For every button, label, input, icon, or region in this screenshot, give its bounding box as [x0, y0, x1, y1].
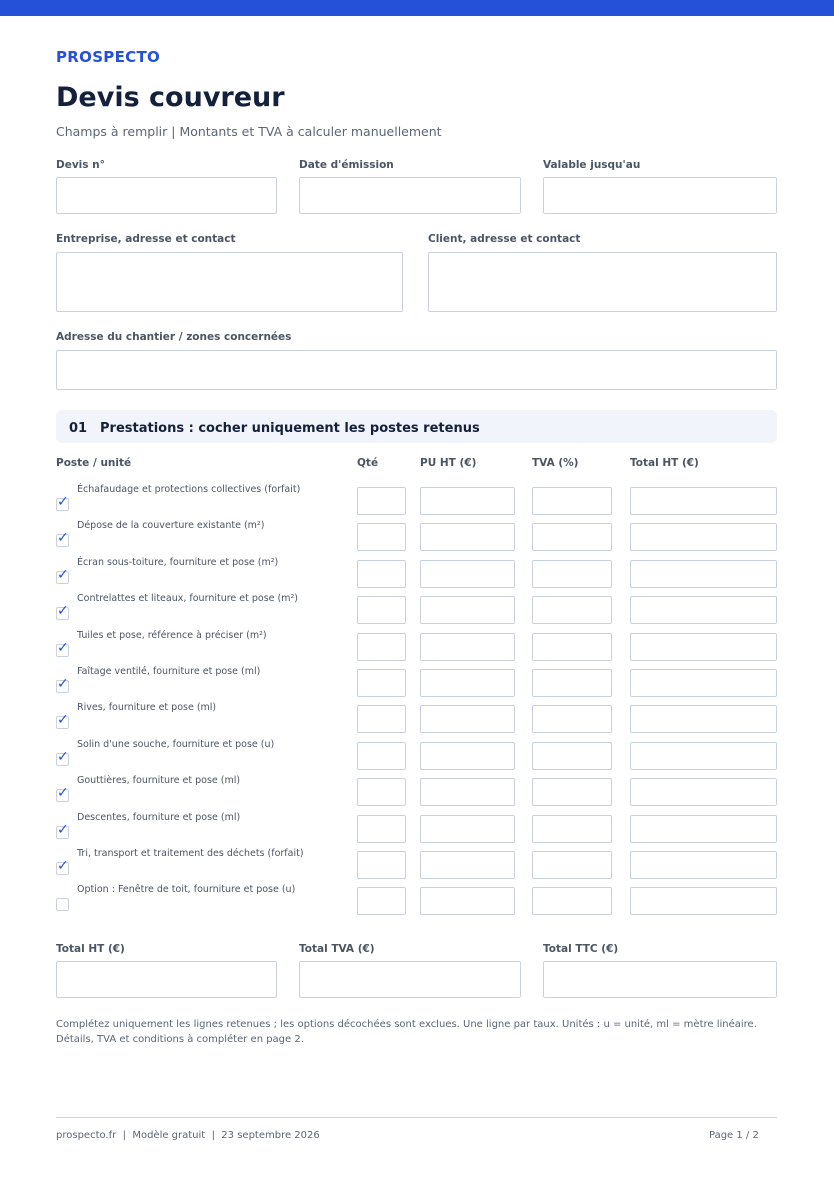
- vat-input[interactable]: [532, 742, 612, 770]
- qty-input[interactable]: [357, 669, 406, 697]
- page-subtitle: Champs à remplir | Montants et TVA à calculer manuellement: [56, 124, 442, 139]
- table-row: [0, 557, 834, 587]
- table-row: [0, 884, 834, 914]
- checkmark-icon: ✓: [57, 712, 69, 729]
- footer-divider: [56, 1117, 777, 1118]
- unit-price-input[interactable]: [420, 560, 515, 588]
- checkmark-icon: ✓: [57, 748, 69, 765]
- checkmark-icon: ✓: [57, 639, 69, 656]
- site-address-label: Adresse du chantier / zones concernées: [56, 331, 292, 343]
- row-label: Écran sous-toiture, fourniture et pose (m²): [77, 556, 279, 568]
- site-address-field[interactable]: [56, 350, 777, 390]
- table-row: [0, 630, 834, 660]
- row-checkbox[interactable]: [56, 748, 69, 766]
- line-total-input[interactable]: [630, 705, 777, 733]
- qty-input[interactable]: [357, 887, 406, 915]
- checkmark-icon: ✓: [57, 530, 69, 547]
- checkmark-icon: ✓: [57, 858, 69, 874]
- row-checkbox[interactable]: [56, 821, 69, 839]
- qty-input[interactable]: [357, 560, 406, 588]
- date-emission-field[interactable]: [299, 177, 521, 214]
- table-row: [0, 812, 834, 842]
- line-total-input[interactable]: [630, 887, 777, 915]
- qty-input[interactable]: [357, 815, 406, 843]
- checkmark-icon: ✓: [57, 821, 69, 838]
- total-ht-label: Total HT (€): [56, 943, 125, 955]
- date-emission-label: Date d'émission: [299, 159, 394, 171]
- vat-input[interactable]: [532, 596, 612, 624]
- table-row: [0, 593, 834, 623]
- unit-price-input[interactable]: [420, 887, 515, 915]
- qty-input[interactable]: [357, 778, 406, 806]
- row-label: Tuiles et pose, référence à préciser (m²): [77, 629, 267, 641]
- row-label: Contrelattes et liteaux, fourniture et pose (m²): [77, 593, 299, 605]
- column-header-poste: Poste / unité: [56, 457, 132, 469]
- table-row: [0, 484, 834, 514]
- unit-price-input[interactable]: [420, 851, 515, 879]
- unit-price-input[interactable]: [420, 778, 515, 806]
- row-checkbox[interactable]: [56, 785, 69, 802]
- row-checkbox[interactable]: [56, 603, 69, 620]
- brand-name: PROSPECTO: [56, 48, 161, 66]
- column-header-pu: PU HT (€): [420, 457, 477, 469]
- total-ht-field[interactable]: [56, 961, 277, 998]
- company-label: Entreprise, adresse et contact: [56, 233, 236, 245]
- table-row: [0, 739, 834, 769]
- row-label: Tri, transport et traitement des déchets (forfait): [77, 848, 304, 859]
- unit-price-input[interactable]: [420, 523, 515, 551]
- vat-input[interactable]: [532, 887, 612, 915]
- total-tva-field[interactable]: [299, 961, 521, 998]
- line-total-input[interactable]: [630, 560, 777, 588]
- section-header: [56, 410, 777, 443]
- qty-input[interactable]: [357, 705, 406, 733]
- row-label: Dépose de la couverture existante (m²): [77, 520, 265, 532]
- section-number: 01: [69, 421, 88, 436]
- table-row: [0, 775, 834, 805]
- unit-price-input[interactable]: [420, 596, 515, 624]
- table-row: [0, 666, 834, 696]
- unit-price-input[interactable]: [420, 815, 515, 843]
- vat-input[interactable]: [532, 633, 612, 661]
- checkmark-icon: ✓: [57, 676, 69, 692]
- valid-until-field[interactable]: [543, 177, 777, 214]
- page-title: Devis couvreur: [56, 82, 285, 113]
- unit-price-input[interactable]: [420, 487, 515, 515]
- row-checkbox[interactable]: [56, 712, 69, 729]
- valid-until-label: Valable jusqu'au: [543, 159, 641, 171]
- note-line-2: Détails, TVA et conditions à compléter en page 2.: [56, 1034, 304, 1045]
- row-checkbox[interactable]: [56, 898, 69, 911]
- row-checkbox[interactable]: [56, 858, 69, 875]
- vat-input[interactable]: [532, 851, 612, 879]
- row-checkbox[interactable]: [56, 494, 69, 511]
- vat-input[interactable]: [532, 487, 612, 515]
- checkmark-icon: ✓: [57, 785, 69, 802]
- qty-input[interactable]: [357, 633, 406, 661]
- line-total-input[interactable]: [630, 487, 777, 515]
- line-total-input[interactable]: [630, 778, 777, 806]
- vat-input[interactable]: [532, 669, 612, 697]
- row-checkbox[interactable]: [56, 566, 69, 584]
- unit-price-input[interactable]: [420, 633, 515, 661]
- total-ttc-field[interactable]: [543, 961, 777, 998]
- column-header-tva: TVA (%): [532, 457, 579, 469]
- checkmark-icon: ✓: [57, 494, 69, 510]
- qty-input[interactable]: [357, 596, 406, 624]
- checkmark-icon: ✓: [57, 566, 69, 583]
- line-total-input[interactable]: [630, 633, 777, 661]
- client-field[interactable]: [428, 252, 777, 312]
- company-field[interactable]: [56, 252, 403, 312]
- line-total-input[interactable]: [630, 851, 777, 879]
- row-label: Faîtage ventilé, fourniture et pose (ml): [77, 666, 261, 677]
- row-label: Échafaudage et protections collectives (forfait): [77, 484, 301, 495]
- client-label: Client, adresse et contact: [428, 233, 581, 245]
- checkmark-icon: ✓: [57, 603, 69, 620]
- qty-input[interactable]: [357, 487, 406, 515]
- row-checkbox[interactable]: [56, 639, 69, 657]
- unit-price-input[interactable]: [420, 669, 515, 697]
- top-accent-bar: [0, 0, 834, 16]
- qty-input[interactable]: [357, 851, 406, 879]
- table-row: [0, 848, 834, 878]
- table-row: [0, 520, 834, 550]
- vat-input[interactable]: [532, 560, 612, 588]
- section-title: Prestations : cocher uniquement les postes retenus: [100, 421, 480, 436]
- qty-input[interactable]: [357, 523, 406, 551]
- note-line-1: Complétez uniquement les lignes retenues ; les options décochées sont exclues. Une ligne par taux. Unités : u = unité, ml = mètre linéaire.: [56, 1019, 757, 1030]
- vat-input[interactable]: [532, 705, 612, 733]
- vat-input[interactable]: [532, 815, 612, 843]
- vat-input[interactable]: [532, 778, 612, 806]
- row-checkbox[interactable]: [56, 676, 69, 693]
- line-total-input[interactable]: [630, 742, 777, 770]
- line-total-input[interactable]: [630, 815, 777, 843]
- unit-price-input[interactable]: [420, 705, 515, 733]
- row-label: Descentes, fourniture et pose (ml): [77, 811, 241, 823]
- row-label: Option : Fenêtre de toit, fourniture et pose (u): [77, 884, 296, 896]
- row-label: Gouttières, fourniture et pose (ml): [77, 775, 241, 787]
- devis-number-field[interactable]: [56, 177, 277, 214]
- total-tva-label: Total TVA (€): [299, 943, 375, 955]
- qty-input[interactable]: [357, 742, 406, 770]
- row-checkbox[interactable]: [56, 530, 69, 547]
- line-total-input[interactable]: [630, 669, 777, 697]
- column-header-qte: Qté: [357, 457, 379, 469]
- line-total-input[interactable]: [630, 523, 777, 551]
- total-ttc-label: Total TTC (€): [543, 943, 619, 955]
- row-label: Solin d'une souche, fourniture et pose (u): [77, 738, 275, 750]
- row-label: Rives, fourniture et pose (ml): [77, 702, 217, 714]
- table-row: [0, 702, 834, 732]
- footer-page-number: Page 1 / 2: [709, 1130, 759, 1141]
- column-header-total: Total HT (€): [630, 457, 699, 469]
- vat-input[interactable]: [532, 523, 612, 551]
- footer-left: prospecto.fr | Modèle gratuit | 23 septembre 2026: [56, 1130, 320, 1141]
- unit-price-input[interactable]: [420, 742, 515, 770]
- devis-number-label: Devis n°: [56, 159, 105, 171]
- line-total-input[interactable]: [630, 596, 777, 624]
